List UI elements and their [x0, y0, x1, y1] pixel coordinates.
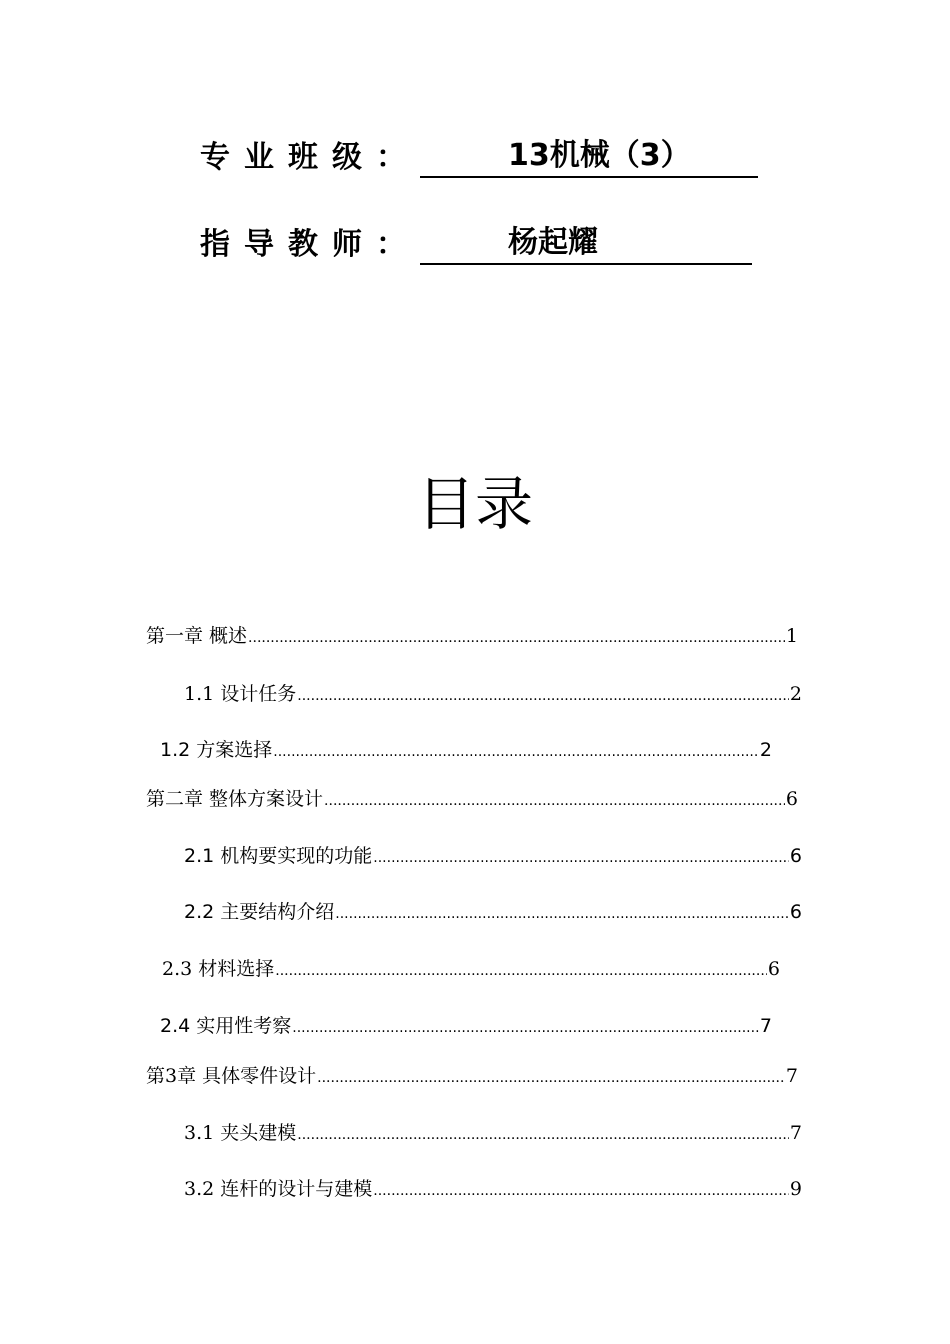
- major-class-label: 专业班级：: [200, 140, 420, 175]
- major-class-value: [420, 136, 758, 178]
- toc-page-number: 7: [785, 1065, 798, 1087]
- advisor-value: [420, 223, 752, 265]
- toc-entry-2-1[interactable]: [184, 843, 802, 869]
- toc-page-number: 7: [789, 1122, 802, 1144]
- toc-entry-text: 1.2 方案选择: [160, 739, 273, 761]
- toc-entry-chapter-2[interactable]: [146, 786, 798, 812]
- toc-page-number: 1: [785, 625, 798, 647]
- toc-entry-text: 2.2 主要结构介绍: [184, 901, 335, 923]
- toc-leader: [335, 903, 789, 925]
- advisor-row: [200, 215, 752, 265]
- toc-leader: [273, 741, 759, 763]
- major-class-row: [200, 128, 758, 178]
- toc-entry-text: 1.1 设计任务: [184, 683, 297, 705]
- toc-page-number: 6: [789, 845, 802, 867]
- toc-entry-text: 3.2 连杆的设计与建模: [184, 1178, 373, 1200]
- toc-entry-text: 2.4 实用性考察: [160, 1015, 292, 1037]
- toc-entry-3-1[interactable]: [184, 1120, 802, 1146]
- toc-leader: [248, 627, 785, 649]
- toc-title: 目录: [416, 470, 533, 538]
- toc-leader: [297, 1124, 789, 1146]
- toc-leader: [373, 847, 789, 869]
- toc-entry-text: 第一章 概述: [146, 625, 248, 647]
- toc-page-number: 2: [759, 739, 772, 761]
- toc-entry-2-4[interactable]: [160, 1013, 772, 1039]
- toc-entry-text: 第二章 整体方案设计: [146, 788, 324, 810]
- toc-entry-3-2[interactable]: [184, 1176, 802, 1202]
- toc-page-number: 7: [759, 1015, 772, 1037]
- toc-leader: [275, 960, 767, 982]
- toc-entry-text: 2.1 机构要实现的功能: [184, 845, 373, 867]
- toc-page-number: 2: [789, 683, 802, 705]
- toc-entry-chapter-3[interactable]: [146, 1063, 798, 1089]
- toc-page-number: 6: [767, 958, 780, 980]
- toc-page-number: 6: [789, 901, 802, 923]
- toc-leader: [324, 790, 785, 812]
- toc-leader: [317, 1067, 785, 1089]
- toc-leader: [297, 685, 789, 707]
- toc-entry-2-3[interactable]: [162, 956, 780, 982]
- advisor-label: 指导教师：: [200, 227, 420, 262]
- toc-entry-text: 第3章 具体零件设计: [146, 1065, 317, 1087]
- toc-entry-2-2[interactable]: [184, 899, 802, 925]
- toc-entry-text: 2.3 材料选择: [162, 958, 275, 980]
- toc-page-number: 6: [785, 788, 798, 810]
- toc-entry-text: 3.1 夹头建模: [184, 1122, 297, 1144]
- toc-leader: [292, 1017, 759, 1039]
- toc-leader: [373, 1180, 789, 1202]
- toc-page-number: 9: [789, 1178, 802, 1200]
- toc-entry-1-1[interactable]: [184, 681, 802, 707]
- toc-entry-1-2[interactable]: [160, 737, 772, 763]
- toc-entry-chapter-1[interactable]: [146, 623, 798, 649]
- major-class-text: 13机械（3）: [508, 138, 691, 173]
- advisor-text: 杨起耀: [508, 225, 598, 260]
